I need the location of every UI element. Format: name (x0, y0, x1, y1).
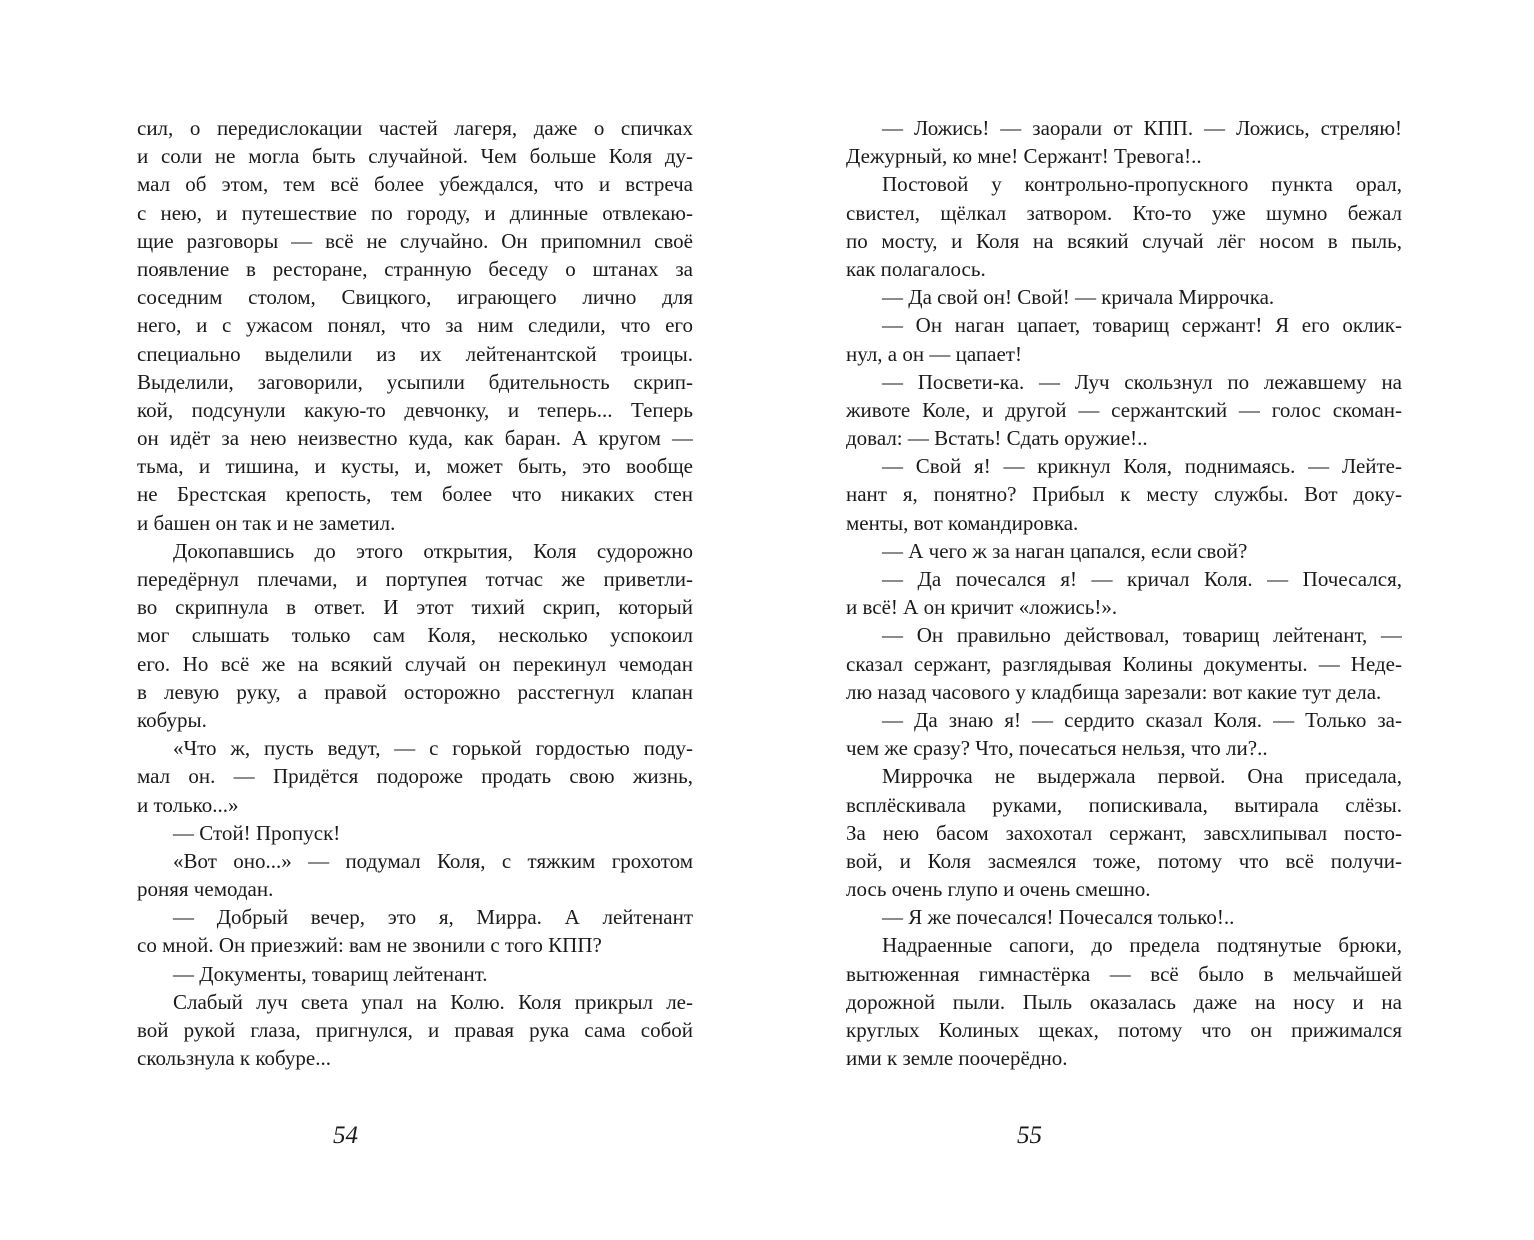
text-line: и башен он так и не заметил. (137, 510, 396, 535)
text-line: лю назад часового у кладбища зарезали: вот какие тут дела. (846, 679, 1382, 704)
text-line: — Посвети-ка. — Луч скользнул по лежавшему на (882, 369, 1402, 394)
text-line: свистел, щёлкал затвором. Кто-то уже шумно бежал (846, 200, 1402, 225)
text-line: как полагалось. (846, 256, 986, 281)
text-line: чем же сразу? Что, почесаться нельзя, что ли?.. (846, 736, 1268, 761)
text-line: его. Но всё же на всякий случай он перекинул чемодан (137, 651, 693, 676)
text-line: он идёт за нею неизвестно куда, как баран. А кругом — (137, 426, 693, 451)
text-line: кой, подсунули какую-то девчонку, и теперь... Теперь (137, 397, 693, 422)
text-line: и соли не могла быть случайной. Чем больше Коля ду- (137, 144, 693, 169)
text-line: всплёскивала руками, попискивала, вытирала слёзы. (846, 792, 1402, 817)
text-line: — Стой! Пропуск! (173, 820, 341, 845)
text-line: — А чего ж за наган цапался, если свой? (882, 538, 1248, 563)
left-page-text (137, 114, 693, 1072)
text-line: Постовой у контрольно-пропускного пункта орал, (882, 172, 1402, 197)
text-line: Слабый луч света упал на Колю. Коля прикрыл ле- (173, 989, 693, 1014)
text-line: с нею, и путешествие по городу, и длинные отвлекаю- (137, 200, 693, 225)
text-line: Выделили, заговорили, усыпили бдительность скрип- (137, 369, 693, 394)
page-number-right: 55 (1017, 1122, 1042, 1149)
text-line: него, и с ужасом понял, что за ним следили, что его (137, 313, 693, 338)
text-line: нул, а он — цапает! (846, 341, 1022, 366)
text-line: «Что ж, пусть ведут, — с горькой гордостью поду- (173, 736, 693, 761)
text-line: специально выделили из их лейтенантской троицы. (137, 341, 693, 366)
text-line: вой, и Коля засмеялся тоже, потому что всё получи- (846, 848, 1402, 873)
text-line: кобуры. (137, 707, 207, 732)
text-line: щие разговоры — всё не случайно. Он припомнил своё (137, 228, 693, 253)
text-line: не Брестская крепость, тем более что никаких стен (137, 482, 693, 507)
text-line: вой рукой глаза, пригнулся, и правая рука сама собой (137, 1018, 693, 1042)
page-number-left: 54 (333, 1122, 358, 1149)
text-line: — Он наган цапает, товарищ сержант! Я его оклик- (882, 313, 1402, 338)
text-line: — Он правильно действовал, товарищ лейтенант, — (882, 623, 1402, 648)
text-line: — Документы, товарищ лейтенант. (173, 961, 488, 986)
text-line: ими к земле поочерёдно. (846, 1046, 1068, 1071)
text-line: животе Коле, и другой — сержантский — голос скоман- (846, 397, 1402, 422)
text-line: — Добрый вечер, это я, Мирра. А лейтенант (173, 905, 693, 930)
text-line: — Свой я! — крикнул Коля, поднимаясь. — Лейте- (882, 454, 1402, 479)
text-line: и только...» (137, 792, 239, 817)
text-line: — Да свой он! Свой! — кричала Миррочка. (882, 285, 1275, 310)
text-line: появление в ресторане, странную беседу о штанах за (137, 256, 693, 281)
text-line: круглых Колиных щеках, потому что он прижимался (846, 1018, 1402, 1042)
text-line: довал: — Встать! Сдать оружие!.. (846, 426, 1148, 451)
text-line: Докопавшись до этого открытия, Коля судорожно (173, 538, 693, 563)
text-line: менты, вот командировка. (846, 510, 1079, 535)
text-line: мог слышать только сам Коля, несколько успокоил (137, 623, 693, 648)
text-line: нант я, понятно? Прибыл к месту службы. Вот доку- (846, 482, 1402, 507)
right-page (767, 0, 1534, 1240)
text-line: по мосту, и Коля на всякий случай лёг носом в пыль, (846, 228, 1402, 253)
text-line: во скрипнула в ответ. И этот тихий скрип, который (137, 595, 693, 620)
text-line: дорожной пыли. Пыль оказалась даже на носу и на (846, 989, 1402, 1014)
text-line: — Да знаю я! — сердито сказал Коля. — Только за- (882, 707, 1402, 732)
text-line: «Вот оно...» — подумал Коля, с тяжким грохотом (173, 848, 693, 873)
text-line: сказал сержант, разглядывая Колины документы. — Неде- (846, 651, 1402, 676)
text-line: — Ложись! — заорали от КПП. — Ложись, стреляю! (882, 116, 1402, 140)
text-line: сил, о передислокации частей лагеря, даже о спичках (137, 116, 693, 140)
text-line: За нею басом захохотал сержант, завсхлипывал посто- (846, 820, 1402, 845)
text-line: скользнула к кобуре... (137, 1046, 331, 1071)
text-line: мал об этом, тем всё более убеждался, что и встреча (137, 172, 693, 197)
text-line: со мной. Он приезжий: вам не звонили с того КПП? (137, 933, 602, 958)
text-line: передёрнул плечами, и портупея тотчас же приветли- (137, 567, 693, 591)
text-line: Дежурный, ко мне! Сержант! Тревога!.. (846, 144, 1202, 169)
text-line: Миррочка не выдержала первой. Она приседала, (882, 764, 1402, 789)
text-line: мал он. — Придётся подороже продать свою жизнь, (137, 764, 693, 789)
text-line: соседним столом, Свицкого, играющего лично для (137, 285, 693, 310)
text-line: тьма, и тишина, и кусты, и, может быть, это вообще (137, 454, 693, 479)
text-line: в левую руку, а правой осторожно расстегнул клапан (137, 679, 693, 704)
text-line: роняя чемодан. (137, 877, 274, 902)
text-line: — Я же почесался! Почесался только!.. (882, 905, 1235, 930)
text-line: и всё! А он кричит «ложись!». (846, 595, 1118, 620)
text-line: — Да почесался я! — кричал Коля. — Почесался, (882, 567, 1402, 591)
text-line: лось очень глупо и очень смешно. (846, 877, 1151, 902)
text-line: Надраенные сапоги, до предела подтянутые брюки, (882, 933, 1402, 958)
text-line: вытюженная гимнастёрка — всё было в мельчайшей (846, 961, 1402, 986)
right-page-text (846, 114, 1402, 1072)
